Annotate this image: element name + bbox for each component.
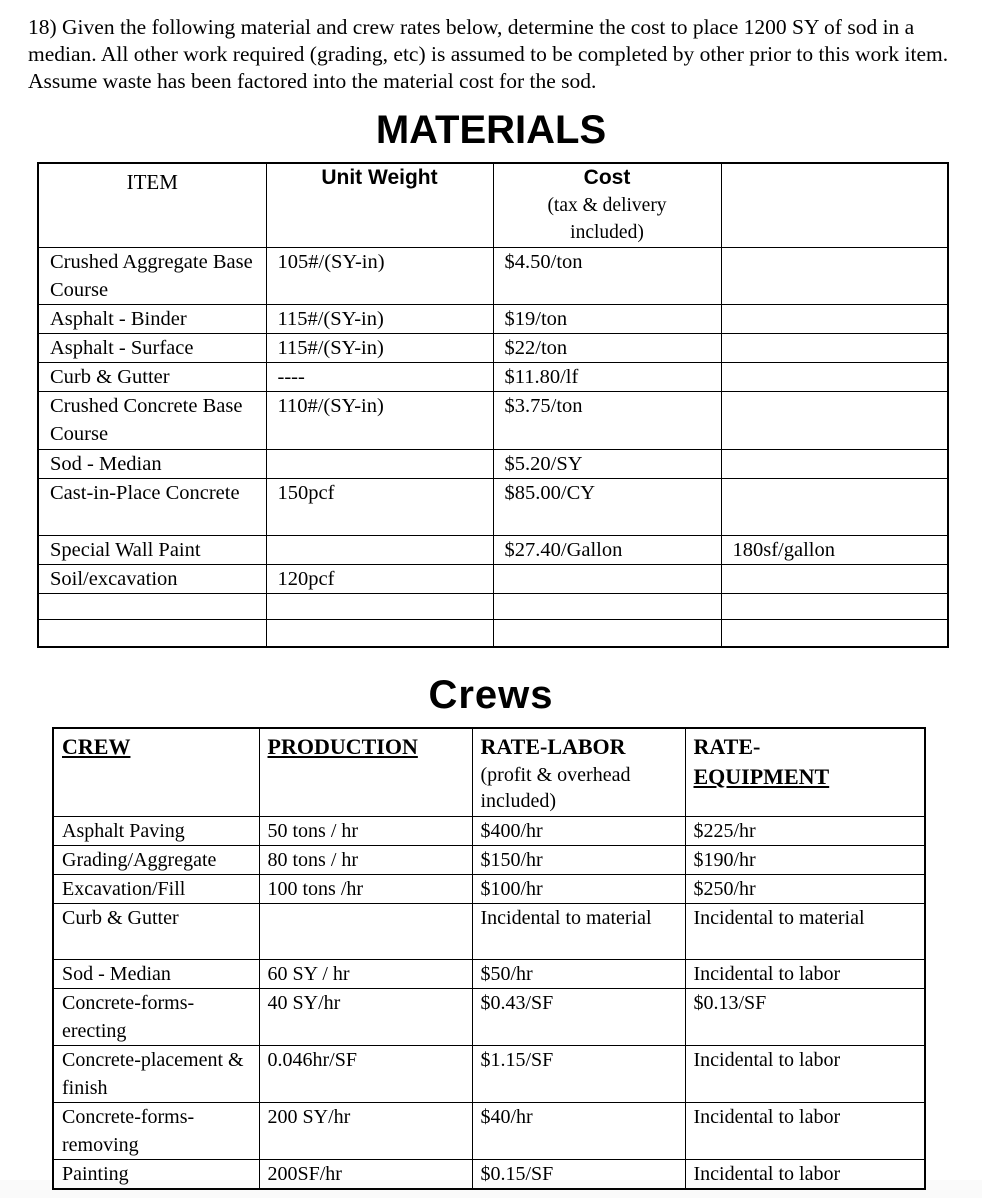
- materials-empty-row: [38, 619, 948, 647]
- crews-row: [53, 1159, 925, 1189]
- materials-header-extra: [721, 163, 948, 247]
- crew-name: Concrete-forms-erecting: [53, 988, 259, 1045]
- crew-production: 50 tons / hr: [259, 816, 472, 845]
- crew-name: Asphalt Paving: [53, 816, 259, 845]
- crew-rate-labor: $1.15/SF: [472, 1045, 685, 1102]
- crews-row: [53, 903, 925, 959]
- crew-production: 40 SY/hr: [259, 988, 472, 1045]
- materials-row: [38, 304, 948, 333]
- crew-production: 200SF/hr: [259, 1159, 472, 1189]
- crew-rate-labor: Incidental to material: [472, 903, 685, 959]
- materials-row: [38, 564, 948, 593]
- material-item: Curb & Gutter: [38, 362, 266, 391]
- crews-header-crew-label: CREW: [62, 734, 131, 759]
- material-unit-weight: 115#/(SY-in): [266, 333, 493, 362]
- materials-header-row: [38, 163, 948, 247]
- materials-table: [37, 162, 949, 648]
- material-unit-weight: 105#/(SY-in): [266, 247, 493, 304]
- material-cost: $3.75/ton: [493, 391, 721, 449]
- crew-rate-equipment: Incidental to material: [685, 903, 925, 959]
- material-extra: [721, 333, 948, 362]
- material-item: Crushed Concrete Base Course: [38, 391, 266, 449]
- crews-row: [53, 1045, 925, 1102]
- materials-row: [38, 449, 948, 478]
- crew-name: Concrete-placement & finish: [53, 1045, 259, 1102]
- crew-rate-equipment: Incidental to labor: [685, 1045, 925, 1102]
- materials-header-cost-cell: [493, 163, 721, 247]
- crew-name: Concrete-forms-removing: [53, 1102, 259, 1159]
- material-cost: $4.50/ton: [493, 247, 721, 304]
- materials-row: [38, 247, 948, 304]
- material-cost: $22/ton: [493, 333, 721, 362]
- crew-rate-equipment: Incidental to labor: [685, 1102, 925, 1159]
- crew-production: 100 tons /hr: [259, 874, 472, 903]
- crews-row: [53, 874, 925, 903]
- crews-row: [53, 959, 925, 988]
- crew-rate-equipment: $250/hr: [685, 874, 925, 903]
- crew-rate-equipment: $190/hr: [685, 845, 925, 874]
- crews-header-rate-equipment-line2: EQUIPMENT: [693, 764, 830, 789]
- material-cost: $11.80/lf: [493, 362, 721, 391]
- material-item: Asphalt - Binder: [38, 304, 266, 333]
- material-extra: [721, 564, 948, 593]
- material-item: Sod - Median: [38, 449, 266, 478]
- crews-header-production: [259, 728, 472, 816]
- material-extra: [721, 247, 948, 304]
- materials-header-unit-weight: Unit Weight: [266, 163, 493, 247]
- crew-production: 60 SY / hr: [259, 959, 472, 988]
- material-cost: $85.00/CY: [493, 478, 721, 535]
- crew-rate-labor: $40/hr: [472, 1102, 685, 1159]
- crew-production: 80 tons / hr: [259, 845, 472, 874]
- crew-name: Curb & Gutter: [53, 903, 259, 959]
- crews-header-rate-labor: [472, 728, 685, 816]
- material-item: Soil/excavation: [38, 564, 266, 593]
- crews-header-rate-labor-note: (profit & overhead included): [480, 764, 631, 812]
- materials-row: [38, 333, 948, 362]
- material-extra: [721, 478, 948, 535]
- material-unit-weight: 120pcf: [266, 564, 493, 593]
- crews-row: [53, 845, 925, 874]
- crew-production: 0.046hr/SF: [259, 1045, 472, 1102]
- crews-row: [53, 988, 925, 1045]
- crews-header-rate-labor-label: RATE-LABOR: [480, 734, 626, 759]
- crew-rate-labor: $400/hr: [472, 816, 685, 845]
- material-cost: $19/ton: [493, 304, 721, 333]
- materials-header-cost: Cost: [583, 166, 631, 189]
- material-cost: [493, 564, 721, 593]
- crew-name: Grading/Aggregate: [53, 845, 259, 874]
- crews-header-rate-equipment-line1: RATE-: [693, 734, 761, 759]
- crew-rate-equipment: Incidental to labor: [685, 1159, 925, 1189]
- material-unit-weight: 115#/(SY-in): [266, 304, 493, 333]
- material-extra: [721, 449, 948, 478]
- material-unit-weight: ----: [266, 362, 493, 391]
- material-item: Cast-in-Place Concrete: [38, 478, 266, 535]
- materials-row: [38, 362, 948, 391]
- material-extra: [721, 362, 948, 391]
- crew-rate-labor: $100/hr: [472, 874, 685, 903]
- material-cost: $27.40/Gallon: [493, 535, 721, 564]
- crews-header-production-label: PRODUCTION: [267, 734, 418, 759]
- crews-table: [52, 727, 926, 1190]
- crews-heading: Crews: [428, 673, 554, 717]
- materials-row: [38, 535, 948, 564]
- crew-rate-labor: $0.15/SF: [472, 1159, 685, 1189]
- crews-header-rate-equipment: [685, 728, 925, 816]
- material-extra: [721, 304, 948, 333]
- material-cost: $5.20/SY: [493, 449, 721, 478]
- materials-heading: MATERIALS: [375, 108, 607, 152]
- crew-production: [259, 903, 472, 959]
- crew-rate-equipment: $225/hr: [685, 816, 925, 845]
- crew-name: Painting: [53, 1159, 259, 1189]
- material-unit-weight: 110#/(SY-in): [266, 391, 493, 449]
- crew-production: 200 SY/hr: [259, 1102, 472, 1159]
- crews-row: [53, 1102, 925, 1159]
- material-item: Asphalt - Surface: [38, 333, 266, 362]
- crew-rate-equipment: $0.13/SF: [685, 988, 925, 1045]
- material-unit-weight: [266, 449, 493, 478]
- crew-rate-labor: $50/hr: [472, 959, 685, 988]
- crew-name: Excavation/Fill: [53, 874, 259, 903]
- materials-row: [38, 391, 948, 449]
- materials-header-cost-note: (tax & delivery included): [547, 195, 667, 243]
- material-extra: 180sf/gallon: [721, 535, 948, 564]
- materials-row: [38, 478, 948, 535]
- crews-row: [53, 816, 925, 845]
- material-extra: [721, 391, 948, 449]
- crew-name: Sod - Median: [53, 959, 259, 988]
- materials-header-item: ITEM: [38, 163, 266, 247]
- material-unit-weight: [266, 535, 493, 564]
- material-unit-weight: 150pcf: [266, 478, 493, 535]
- question-text: 18) Given the following material and crew rates below, determine the cost to place 1200 SY of sod in a median. All other work required (grading, etc) is assumed to be completed by other prior to this work item. Assume waste has been factored into the material cost for the sod.: [28, 15, 949, 93]
- material-item: Special Wall Paint: [38, 535, 266, 564]
- material-item: Crushed Aggregate Base Course: [38, 247, 266, 304]
- crew-rate-labor: $0.43/SF: [472, 988, 685, 1045]
- crews-header-crew: [53, 728, 259, 816]
- crew-rate-labor: $150/hr: [472, 845, 685, 874]
- crews-header-row: [53, 728, 925, 816]
- crew-rate-equipment: Incidental to labor: [685, 959, 925, 988]
- materials-empty-row: [38, 593, 948, 619]
